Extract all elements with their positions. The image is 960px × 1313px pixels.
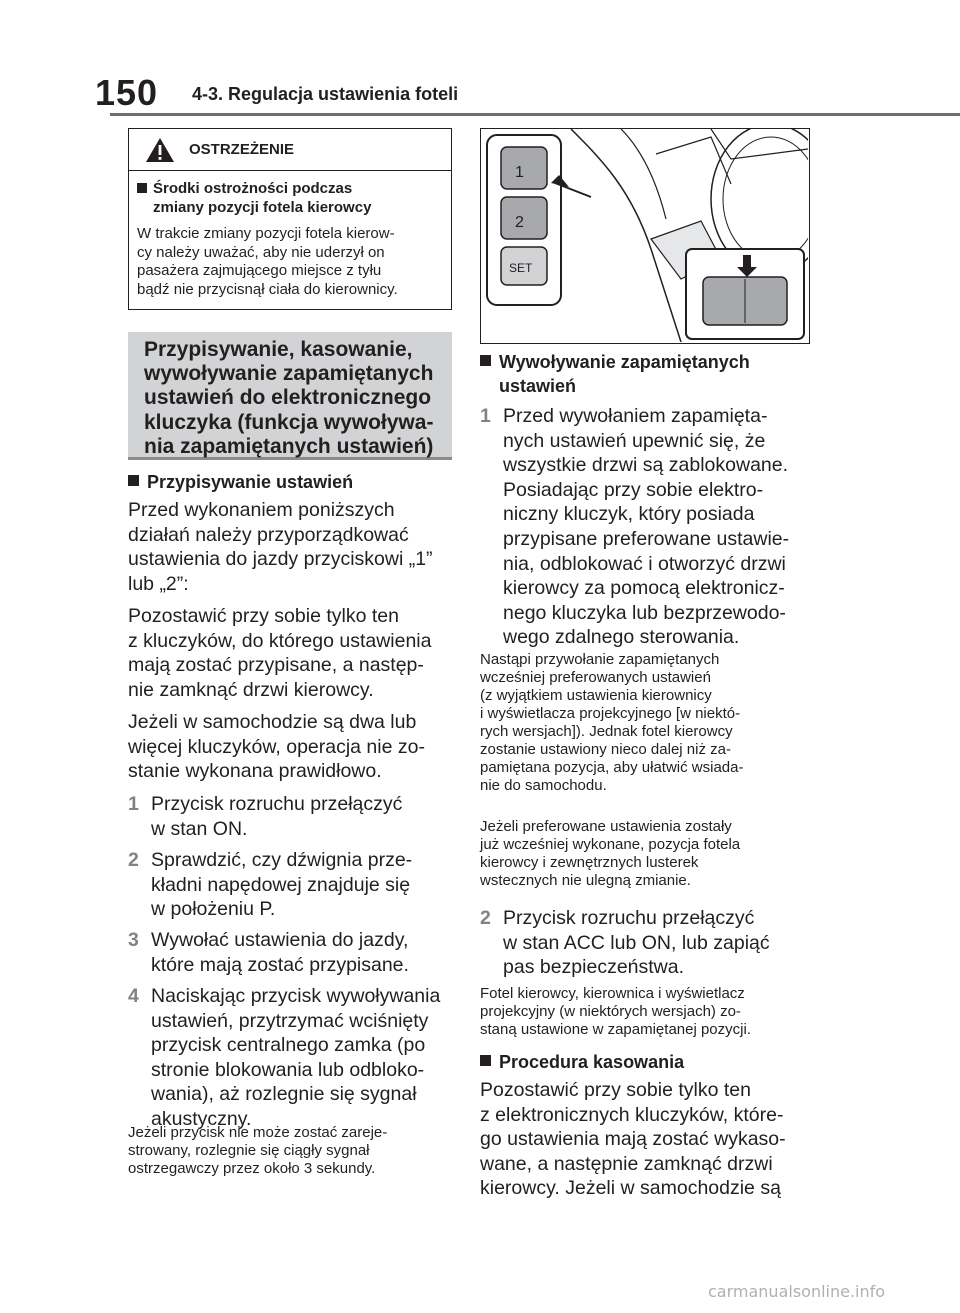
text-line: działań należy przyporządkować: [128, 523, 409, 546]
text-line: nia zapamiętanych ustawień): [144, 434, 434, 458]
step-item: [480, 906, 810, 980]
warning-triangle-icon: [145, 137, 175, 163]
text-line: stanie wykonana prawidłowo.: [128, 760, 382, 783]
step-number: 3: [128, 929, 139, 951]
text-line: pasażera zajmującego miejsce z tyłu: [137, 262, 382, 280]
text-line: stronie blokowania lub odbloko-: [151, 1058, 425, 1081]
text-line: kierowcy i zewnętrznych lusterek: [480, 854, 699, 871]
text-line: Przypisywanie, kasowanie,: [144, 338, 413, 361]
set-button-label: SET: [509, 261, 533, 275]
text-line: przypisane preferowane ustawie-: [503, 527, 790, 550]
warning-body: [137, 225, 447, 299]
key-paragraph: [128, 604, 458, 702]
text-line: Jeżeli przycisk nie może zostać zareje-: [128, 1124, 388, 1141]
memory-button-1: [501, 147, 547, 189]
recall-subheading-text: Wywoływanie zapamiętanych: [499, 352, 750, 372]
step-number: 4: [128, 985, 139, 1007]
page-number: 150: [95, 72, 159, 113]
text-line: Przycisk rozruchu przełączyć: [503, 907, 755, 929]
text-line: w stan ACC lub ON, lub zapiąć: [503, 931, 770, 954]
text-line: w położeniu P.: [151, 898, 276, 921]
steering-wheel-inner: [723, 137, 808, 261]
text-line: już wcześniej wykonane, pozycja fotela: [480, 836, 741, 853]
multiple-keys-paragraph: [128, 710, 458, 784]
text-line: ustawienia do jazdy przyciskowi „1”: [128, 548, 433, 571]
step-item: [128, 792, 458, 841]
warning-subhead-line: Środki ostrożności podczas: [153, 180, 353, 197]
text-line: Przed wywołaniem zapamięta-: [503, 405, 768, 427]
step-number: 1: [128, 793, 139, 815]
text-line: niczny kluczyk, który posiada: [503, 503, 755, 526]
text-line: wstecznych nie ulegną zmianie.: [480, 872, 691, 889]
text-line: nych ustawień upewnić się, że: [503, 429, 766, 452]
cancel-paragraph: [480, 1078, 810, 1201]
text-line: go ustawienia mają zostać wykaso-: [480, 1128, 786, 1151]
text-line: Pozostawić przy sobie tylko ten: [480, 1079, 751, 1101]
text-line: więcej kluczyków, operacja nie zo-: [128, 735, 425, 758]
text-line: rych wersjach]). Jednak fotel kierowcy: [480, 723, 733, 740]
warning-header: [129, 129, 451, 171]
text-line: akustyczny.: [151, 1107, 252, 1130]
cancel-subheading: [480, 1050, 810, 1074]
register-note: [128, 1124, 458, 1178]
text-line: w stan ON.: [151, 817, 248, 840]
square-bullet-icon: [128, 475, 139, 486]
text-line: Przed wykonaniem poniższych: [128, 499, 395, 521]
text-line: kładni napędowej znajduje się: [151, 873, 411, 896]
text-line: cy należy uważać, aby nie uderzył on: [137, 243, 385, 261]
section-heading: [144, 338, 440, 459]
text-line: wane, a następnie zamknąć drzwi: [480, 1152, 773, 1175]
section-heading-box: [128, 332, 452, 460]
text-line: nie zamknąć drzwi kierowcy.: [128, 678, 374, 701]
warning-subhead-line: zmiany pozycji fotela kierowcy: [153, 199, 372, 216]
preset-note: [480, 818, 810, 890]
text-line: nie do samochodu.: [480, 777, 607, 794]
figure-illustration: [481, 129, 808, 342]
header-rule: [110, 113, 960, 116]
text-line: kluczyka (funkcja wywoływa-: [144, 410, 434, 434]
square-bullet-icon: [480, 355, 491, 366]
text-line: które mają zostać przypisane.: [151, 953, 409, 976]
text-line: Wywołać ustawienia do jazdy,: [151, 929, 409, 951]
text-line: Jeżeli w samochodzie są dwa lub: [128, 711, 417, 733]
warning-title: OSTRZEŻENIE: [189, 141, 295, 158]
text-line: strowany, rozlegnie się ciągły sygnał: [128, 1142, 370, 1159]
text-line: Posiadając przy sobie elektro-: [503, 478, 764, 501]
text-line: pamiętana pozycja, aby ułatwić wsiada-: [480, 759, 744, 776]
section-title: 4-3. Regulacja ustawienia foteli: [192, 84, 459, 104]
text-line: nia, odblokować i otworzyć drzwi: [503, 552, 786, 575]
text-line: lub „2”:: [128, 572, 189, 595]
cancel-subheading-text: Procedura kasowania: [499, 1052, 685, 1072]
text-line: (z wyjątkiem ustawienia kierownicy: [480, 687, 712, 704]
text-line: ostrzegawczy przez około 3 sekundy.: [128, 1160, 376, 1177]
text-line: staną ustawione w zapamiętanej pozycji.: [480, 1021, 751, 1038]
step-item: [128, 848, 458, 922]
text-line: nego kluczyka lub bezprzewodo-: [503, 601, 786, 624]
text-line: wania), aż rozlegnie się sygnał: [151, 1083, 417, 1106]
text-line: kierowcy za pomocą elektronicz-: [503, 577, 785, 600]
assign-subheading-text: Przypisywanie ustawień: [147, 472, 354, 492]
text-line: mają zostać przypisane, a następ-: [128, 654, 424, 677]
text-line: z kluczyków, do którego ustawienia: [128, 629, 432, 652]
text-line: Przycisk rozruchu przełączyć: [151, 793, 403, 815]
text-line: wego zdalnego sterowania.: [503, 626, 740, 649]
text-line: Sprawdzić, czy dźwignia prze-: [151, 849, 413, 871]
square-bullet-icon: [137, 183, 147, 193]
step-item: [128, 928, 458, 977]
door-line: [621, 129, 666, 219]
text-line: bądź nie przycisnął ciała do kierownicy.: [137, 280, 398, 298]
text-line: z elektronicznych kluczyków, które-: [480, 1103, 784, 1126]
step-item: [480, 404, 810, 650]
text-line: Fotel kierowcy, kierownica i wyświetlacz: [480, 985, 745, 1002]
text-line: pas bezpieczeństwa.: [503, 956, 685, 979]
text-line: ustawień, przytrzymać wciśnięty: [151, 1009, 429, 1032]
button-1-label: 1: [515, 164, 524, 181]
warning-box: [128, 128, 452, 310]
square-bullet-icon: [480, 1055, 491, 1066]
recall-note: [480, 651, 810, 795]
warning-subheading: [137, 179, 447, 217]
memory-button-2: [501, 197, 547, 239]
text-line: zostanie ustawiony nieco dalej niż za-: [480, 741, 731, 758]
text-line: projekcyjny (w niektórych wersjach) zo-: [480, 1003, 741, 1020]
text-line: wcześniej preferowanych ustawień: [480, 669, 711, 686]
text-line: Pozostawić przy sobie tylko ten: [128, 605, 399, 627]
door-memory-switch-figure: [480, 128, 810, 344]
text-line: Naciskając przycisk wywoływania: [151, 985, 441, 1007]
step-number: 2: [128, 849, 139, 871]
assign-subheading: [128, 470, 458, 494]
text-line: W trakcie zmiany pozycji fotela kierow-: [137, 225, 395, 242]
step-number: 1: [480, 405, 491, 427]
text-line: i wyświetlacza projekcyjnego [w niektó-: [480, 705, 741, 722]
adjust-note: [480, 985, 810, 1039]
footer-watermark: carmanualsonline.info: [708, 1282, 886, 1301]
text-line: wywoływanie zapamiętanych: [144, 362, 434, 386]
step-item: [128, 984, 458, 1132]
text-line: wszystkie drzwi są zablokowane.: [503, 454, 789, 477]
text-line: Jeżeli preferowane ustawienia zostały: [480, 818, 732, 835]
text-line: Nastąpi przywołanie zapamiętanych: [480, 651, 720, 668]
step-number: 2: [480, 907, 491, 929]
text-line: kierowcy. Jeżeli w samochodzie są: [480, 1177, 781, 1200]
recall-subheading-line2: ustawień: [499, 376, 577, 396]
recall-subheading: [480, 350, 810, 398]
text-line: ustawień do elektronicznego: [144, 386, 432, 410]
text-line: przycisk centralnego zamka (po: [151, 1034, 426, 1057]
intro-paragraph: [128, 498, 458, 596]
button-2-label: 2: [515, 214, 524, 231]
